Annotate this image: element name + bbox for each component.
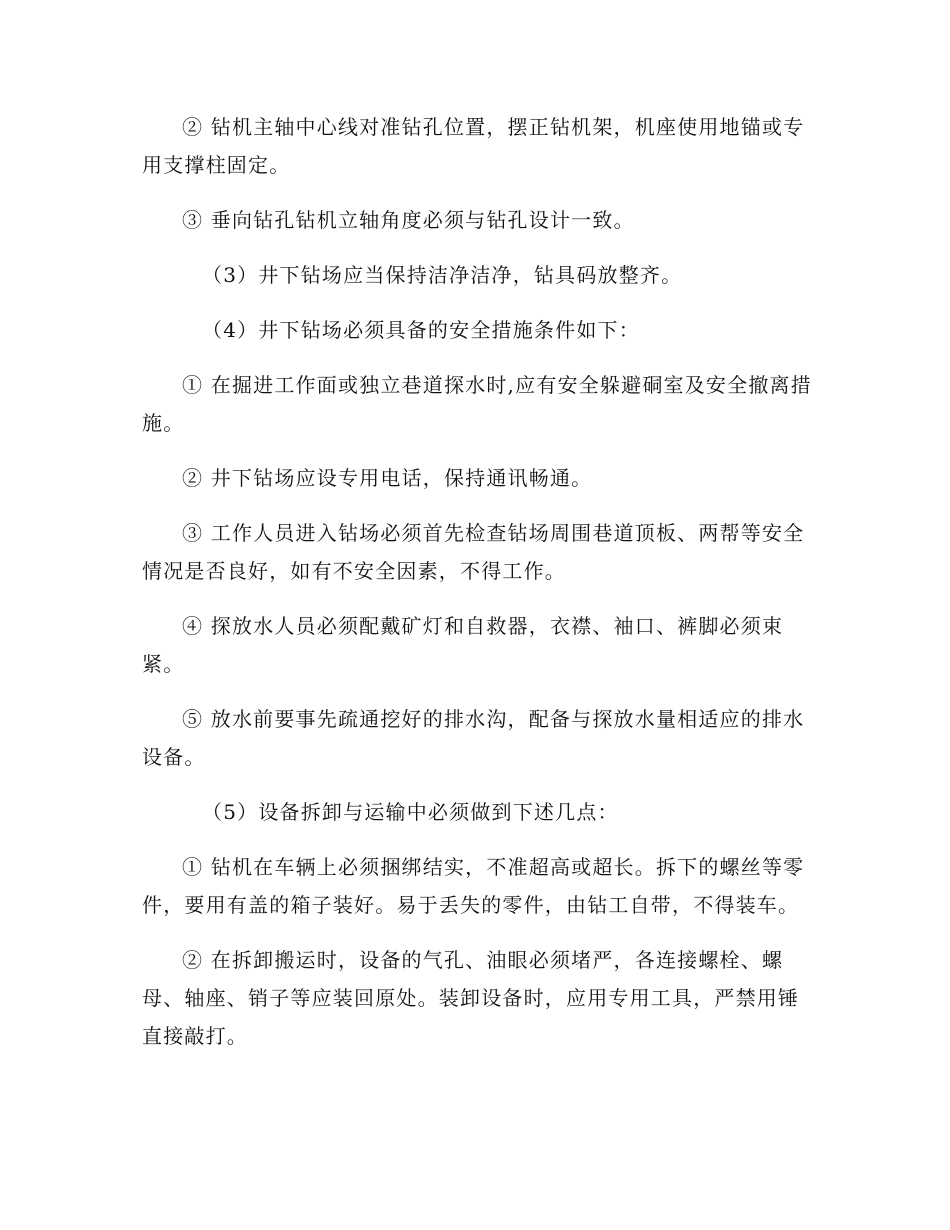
paragraph-dismantling: ② 在拆卸搬运时，设备的气孔、油眼必须堵严，各连接螺栓、螺母、轴座、销子等应装回原处。装卸设备时，应用专用工具，严禁用锤直接敲打。 (142, 948, 800, 1048)
section-heading-5: （5）设备拆卸与运输中必须做到下述几点： (202, 800, 619, 824)
document-page (142, 108, 812, 1072)
paragraph-drainage: ⑤ 放水前要事先疏通挖好的排水沟，配备与探放水量相适应的排水设备。 (142, 707, 805, 769)
section-heading-3: （3）井下钻场应当保持洁净洁净，钻具码放整齐。 (202, 263, 683, 287)
paragraph-drill-alignment: ② 钻机主轴中心线对准钻孔位置，摆正钻机架，机座使用地锚或专用支撑柱固定。 (142, 115, 805, 177)
paragraph-lamp-rescuer: ④ 探放水人员必须配戴矿灯和自救器，衣襟、袖口、裤脚必须束紧。 (142, 614, 784, 676)
section-heading-4: （4）井下钻场必须具备的安全措施条件如下： (202, 318, 640, 342)
paragraph-telephone: ② 井下钻场应设专用电话，保持通讯畅通。 (182, 466, 593, 490)
paragraph-transport-binding: ① 钻机在车辆上必须捆绑结实，不准超高或超长。拆下的螺丝等零件，要用有盖的箱子装好。易于丢失的零件，由钻工自带，不得装车。 (142, 855, 805, 917)
paragraph-vertical-drilling: ③ 垂向钻孔钻机立轴角度必须与钻孔设计一致。 (182, 208, 635, 232)
paragraph-safety-refuge: ① 在掘进工作面或独立巷道探水时,应有安全躲避硐室及安全撤离措施。 (142, 373, 812, 435)
paragraph-roof-check: ③ 工作人员进入钻场必须首先检查钻场周围巷道顶板、两帮等安全情况是否良好，如有不安全因素，不得工作。 (142, 521, 805, 583)
